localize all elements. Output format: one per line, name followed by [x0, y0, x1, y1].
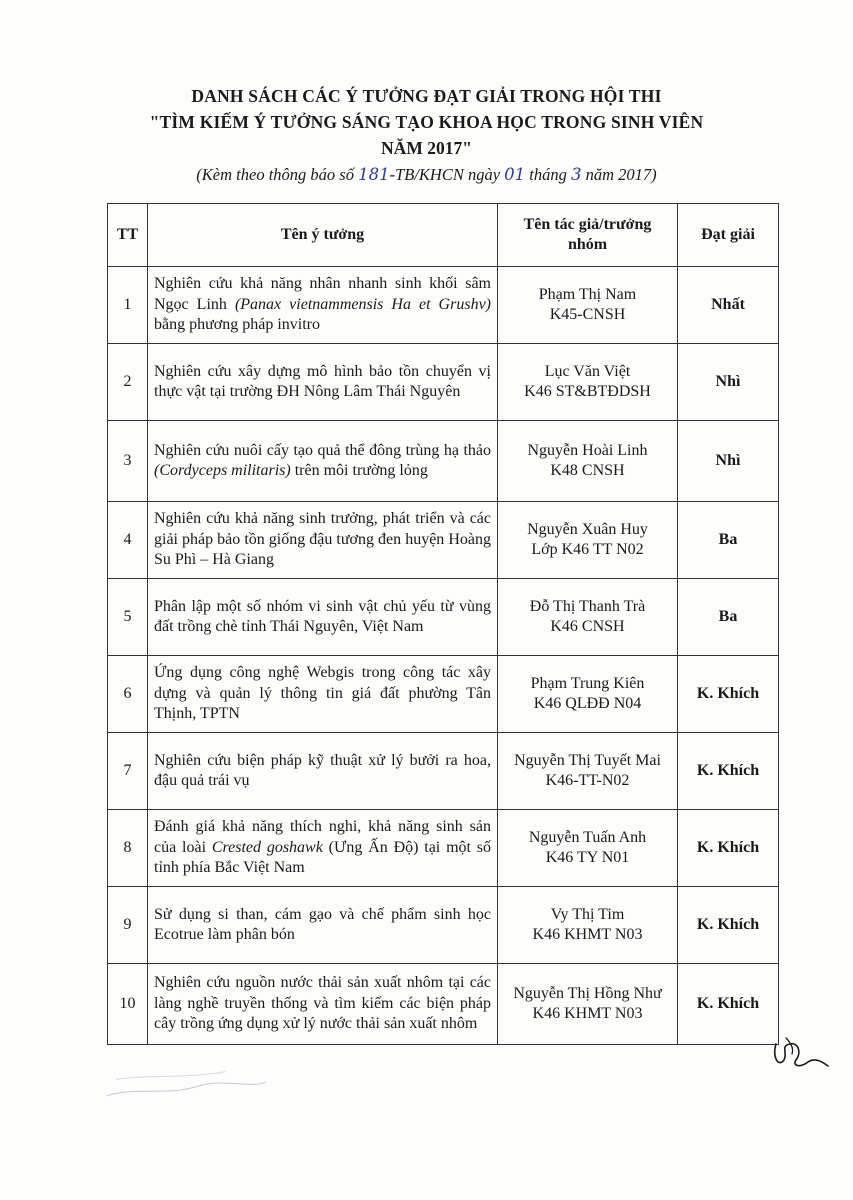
table-row — [108, 887, 779, 964]
author-cell — [498, 267, 678, 344]
award-level: Nhì — [678, 344, 779, 421]
idea-title — [148, 502, 498, 579]
idea-text: Nghiên cứu khả năng nhân nhanh sinh khối sâm Ngọc Linh — [154, 275, 491, 313]
initial-signature — [768, 1030, 838, 1074]
table-row — [108, 656, 779, 733]
header-tt: TT — [108, 204, 148, 267]
subtitle-part-d: năm 2017) — [581, 165, 657, 184]
row-number: 5 — [108, 579, 148, 656]
award-level: Ba — [678, 502, 779, 579]
award-level: Ba — [678, 579, 779, 656]
page-title-line2: "TÌM KIẾM Ý TƯỞNG SÁNG TẠO KHOA HỌC TRONG SINH VIÊN — [149, 112, 704, 132]
idea-text: Ứng dụng công nghệ Webgis trong công tác xây dựng và quản lý thông tin giá đất phường Tân Thịnh, TPTN — [154, 664, 491, 723]
idea-text: Nghiên cứu biện pháp kỹ thuật xử lý bưởi ra hoa, đậu quả trái vụ — [154, 751, 491, 789]
author-class: K46 TY N01 — [545, 849, 630, 866]
page-title-line1: DANH SÁCH CÁC Ý TƯỞNG ĐẠT GIẢI TRONG HỘI THI — [191, 86, 662, 106]
award-level: K. Khích — [678, 964, 779, 1045]
row-number: 1 — [108, 267, 148, 344]
author-cell — [498, 964, 678, 1045]
author-name: Đỗ Thị Thanh Trà — [529, 597, 646, 615]
page-title-line3: NĂM 2017" — [381, 138, 472, 158]
header-idea: Tên ý tưởng — [148, 204, 498, 267]
table-row — [108, 344, 779, 421]
author-name: Vy Thị Tim — [550, 905, 625, 923]
idea-text-tail: bằng phương pháp invitro — [154, 316, 320, 334]
header-award: Đạt giải — [678, 204, 779, 267]
idea-text: Nghiên cứu khả năng sinh trưởng, phát triển và các giải pháp bảo tồn giống đậu tương đen huyện Hoàng Su Phì – Hà Giang — [154, 510, 491, 569]
row-number: 10 — [108, 964, 148, 1045]
table-row — [108, 579, 779, 656]
subtitle-part-c: tháng — [525, 165, 572, 184]
author-name: Nguyễn Tuấn Anh — [528, 828, 647, 846]
subtitle-reference — [0, 165, 853, 185]
author-cell — [498, 344, 678, 421]
idea-text-tail: trên môi trường lỏng — [290, 462, 428, 479]
idea-title — [148, 579, 498, 656]
author-cell — [498, 421, 678, 502]
author-cell — [498, 733, 678, 810]
idea-text: Nghiên cứu nguồn nước thải sản xuất nhôm tại các làng nghề truyền thống và tìm kiếm các biện pháp cây trồng ứng dụng xử lý nước thải sản xuất nhôm — [154, 974, 491, 1033]
idea-text: Phân lập một số nhóm vi sinh vật chủ yếu từ vùng đất trồng chè tỉnh Thái Nguyên, Việt Nam — [154, 597, 491, 635]
author-class: K48 CNSH — [550, 462, 625, 479]
idea-text: Nghiên cứu xây dựng mô hình bảo tồn chuyển vị thực vật tại trường ĐH Nông Lâm Thái Nguyên — [154, 362, 491, 400]
author-name: Phạm Thị Nam — [538, 285, 637, 303]
author-cell — [498, 656, 678, 733]
idea-text-tail: (Ưng Ấn Độ) tại một số tỉnh phía Bắc Việt Nam — [154, 838, 491, 877]
author-class: K45-CNSH — [549, 306, 626, 323]
table-row — [108, 733, 779, 810]
author-cell — [498, 887, 678, 964]
author-cell — [498, 579, 678, 656]
author-class: K46-TT-N02 — [545, 772, 630, 789]
author-class: K46 QLĐĐ N04 — [533, 695, 642, 712]
idea-latin-name: (Panax vietnammensis Ha et Grushv) — [234, 295, 491, 313]
idea-text: Đánh giá khả năng thích nghi, khả năng sinh sản của loài — [154, 818, 491, 856]
awards-table — [107, 203, 779, 1045]
author-class: K46 KHMT N03 — [532, 1005, 643, 1022]
idea-title — [148, 733, 498, 810]
author-class: Lớp K46 TT N02 — [531, 541, 644, 558]
idea-title — [148, 964, 498, 1045]
author-name: Nguyễn Hoài Linh — [527, 441, 648, 459]
row-number: 8 — [108, 810, 148, 887]
idea-title — [148, 656, 498, 733]
author-class: K46 KHMT N03 — [532, 926, 643, 943]
author-name: Lục Văn Việt — [544, 362, 631, 380]
author-cell — [498, 502, 678, 579]
handwritten-day: 01 — [504, 165, 526, 184]
award-level: K. Khích — [678, 810, 779, 887]
row-number: 6 — [108, 656, 148, 733]
subtitle-part-a: (Kèm theo thông báo số — [196, 165, 359, 184]
table-header-row — [108, 204, 779, 267]
award-level: Nhất — [678, 267, 779, 344]
idea-title — [148, 810, 498, 887]
row-number: 7 — [108, 733, 148, 810]
handwritten-number: 181 — [358, 165, 390, 184]
table-row — [108, 267, 779, 344]
author-name: Phạm Trung Kiên — [530, 674, 645, 692]
idea-text: Nghiên cứu nuôi cấy tạo quả thể đông trùng hạ thảo — [154, 441, 491, 459]
award-level: Nhì — [678, 421, 779, 502]
table-row — [108, 502, 779, 579]
bleed-through-stamp — [95, 1062, 276, 1108]
author-name: Nguyễn Thị Hồng Như — [513, 984, 662, 1002]
award-level: K. Khích — [678, 656, 779, 733]
subtitle-part-b: -TB/KHCN ngày — [389, 165, 505, 184]
row-number: 9 — [108, 887, 148, 964]
author-class: K46 CNSH — [550, 618, 625, 635]
idea-title — [148, 887, 498, 964]
idea-latin-name: (Cordyceps militaris) — [154, 462, 291, 479]
author-name: Nguyễn Xuân Huy — [527, 520, 648, 538]
idea-title — [148, 421, 498, 502]
row-number: 2 — [108, 344, 148, 421]
author-class: K46 ST&BTĐDSH — [524, 383, 651, 400]
handwritten-month: 3 — [571, 165, 582, 184]
row-number: 3 — [108, 421, 148, 502]
idea-title — [148, 344, 498, 421]
idea-latin-name: Crested goshawk — [211, 838, 323, 856]
row-number: 4 — [108, 502, 148, 579]
table-row — [108, 421, 779, 502]
award-level: K. Khích — [678, 733, 779, 810]
header-author: Tên tác giả/trưởng nhóm — [498, 204, 678, 267]
idea-text: Sử dụng si than, cám gạo và chế phẩm sinh học Ecotrue làm phân bón — [154, 905, 491, 943]
author-name: Nguyễn Thị Tuyết Mai — [514, 751, 661, 769]
award-level: K. Khích — [678, 887, 779, 964]
idea-title — [148, 267, 498, 344]
author-cell — [498, 810, 678, 887]
table-row — [108, 810, 779, 887]
table-row — [108, 964, 779, 1045]
